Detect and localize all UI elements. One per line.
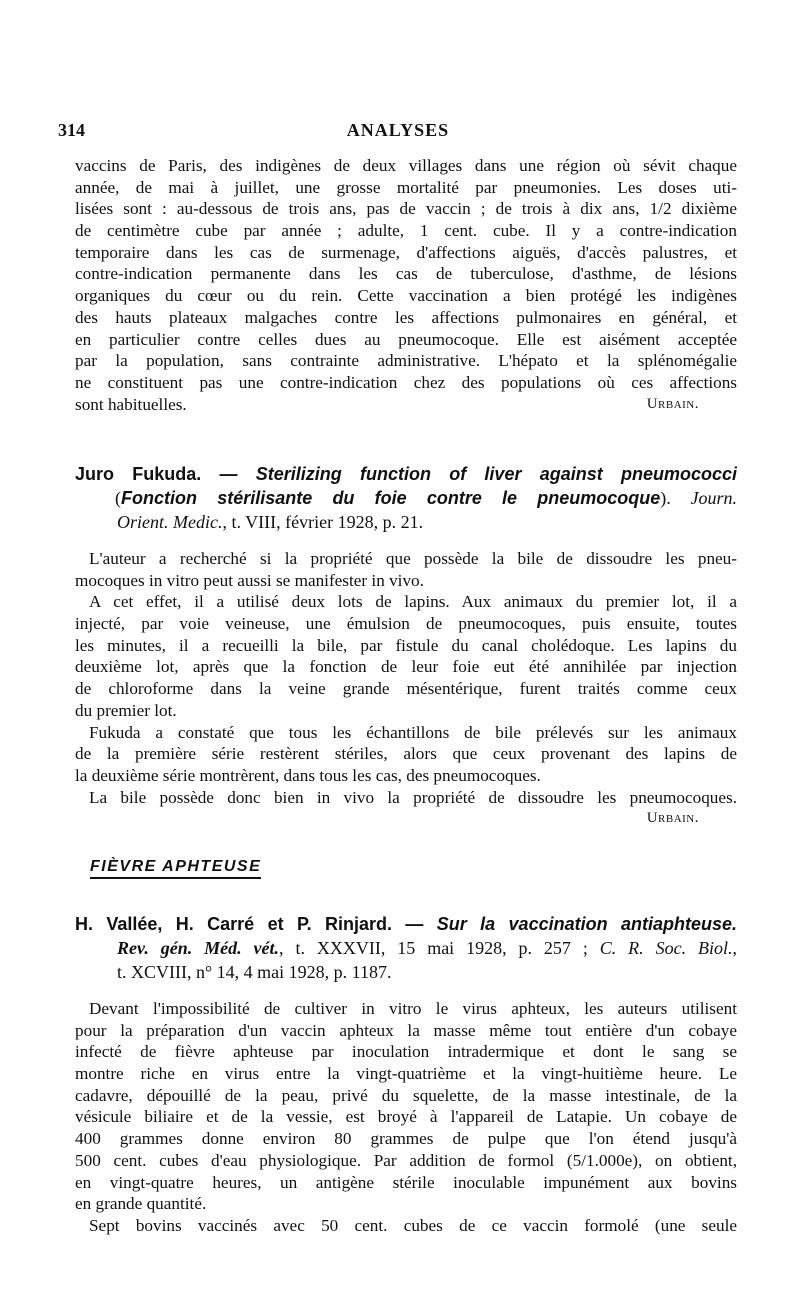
text-line: de la première série restèrent stériles, alors que ceux provenant des lapins de xyxy=(75,744,737,764)
journal-name: C. R. Soc. Biol. xyxy=(599,938,733,958)
journal-name: Orient. Medic. xyxy=(117,512,223,532)
article-body-fukuda xyxy=(75,548,737,827)
text-line: lisées sont : au-dessous de trois ans, pas de vaccin ; de trois à dix ans, 1/2 dixième xyxy=(75,199,737,219)
dash: — xyxy=(201,464,256,484)
text-line: injecté, par voie veineuse, une émulsion de pneumocoques, puis ensuite, toutes xyxy=(75,614,737,634)
paragraph-vaccination-madagascar xyxy=(75,155,737,415)
paren: ( xyxy=(115,488,121,508)
text-line: cadavre, dépouillé de la peau, privé du squelette, de la masse intestinale, de la xyxy=(75,1085,737,1105)
section-title: FIÈVRE APHTEUSE xyxy=(90,858,261,879)
title-english: Sterilizing function of liver against pneumococci xyxy=(255,464,737,484)
text-line: année, de mai à juillet, une grosse mortalité par pneumonies. Les doses uti- xyxy=(75,177,737,197)
text-line: la deuxième série montrèrent, dans tous les cas, des pneumocoques. xyxy=(75,765,541,785)
text-line: La bile possède donc bien in vivo la propriété de dissoudre les pneumocoques. xyxy=(89,787,737,807)
text-line: temporaire dans les cas de surmenage, d'affections aiguës, d'accès palustres, et xyxy=(75,242,737,262)
text-line: ne constituent pas une contre-indication chez des populations où ces affections xyxy=(75,372,737,392)
text-line: 400 grammes donne environ 80 grammes de pulpe que l'on étend jusqu'à xyxy=(75,1129,737,1149)
article-title-line xyxy=(75,486,737,510)
text-line: du premier lot. xyxy=(75,700,177,720)
article-header-vallee xyxy=(75,912,737,984)
text-line: des hauts plateaux malgaches contre les affections pulmonaires en général, et xyxy=(75,307,737,327)
text-line: 500 cent. cubes d'eau physiologique. Par addition de formol (5/1.000e), on obtient, xyxy=(75,1150,737,1170)
text-line: contre-indication permanente dans les cas de tuberculose, d'asthme, de lésions xyxy=(75,264,737,284)
text-line: infecté de fièvre aphteuse par inoculation intradermique et dont le sang se xyxy=(75,1042,737,1062)
text-line: vaccins de Paris, des indigènes de deux villages dans une région où sévit chaque xyxy=(75,156,737,175)
text-line: Sept bovins vaccinés avec 50 cent. cubes de ce vaccin formolé (une seule xyxy=(89,1215,737,1235)
journal-name: Journ. xyxy=(690,488,737,508)
dash: — xyxy=(392,914,437,934)
text-line: organiques du cœur ou du rein. Cette vaccination a bien protégé les indigènes xyxy=(75,286,737,306)
signature: Urbain. xyxy=(646,395,699,412)
text-line xyxy=(75,394,737,416)
text-line: Devant l'impossibilité de cultiver in vitro le virus aphteux, les auteurs utilisent xyxy=(89,999,737,1018)
signature: Urbain. xyxy=(646,810,699,827)
article-title-line xyxy=(75,462,737,486)
text-line: vésicule biliaire et de la vessie, est broyé à l'appareil de Latapie. Un cobaye de xyxy=(75,1107,737,1127)
article-header-fukuda xyxy=(75,462,737,534)
text-line-end: sont habituelles. xyxy=(75,394,187,414)
text-line: A cet effet, il a utilisé deux lots de lapins. Aux animaux du premier lot, il a xyxy=(89,592,737,612)
reference: t. XCVIII, n° 14, 4 mai 1928, p. 1187. xyxy=(117,962,392,982)
reference: , t. VIII, février 1928, p. 21. xyxy=(222,512,424,532)
punctuation: , xyxy=(732,938,737,958)
text-line: montre riche en virus entre la vingt-quatrième et la vingt-huitième heure. Le xyxy=(75,1064,737,1084)
title-french: Fonction stérilisante du foie contre le pneumocoque xyxy=(121,488,661,508)
article-title-line xyxy=(75,912,737,936)
text-line: pour la préparation d'un vaccin aphteux la masse même tout entière d'un cobaye xyxy=(75,1020,737,1040)
text-line: Fukuda a constaté que tous les échantillons de bile prélevés sur les animaux xyxy=(89,722,737,742)
page-number: 314 xyxy=(58,120,85,140)
text-line: deuxième lot, après que la fonction de leur foie eut été annihilée par injection xyxy=(75,657,737,677)
text-line: L'auteur a recherché si la propriété que possède la bile de dissoudre les pneu- xyxy=(89,549,737,568)
text-line: les minutes, il a recueilli la bile, par fistule du canal cholédoque. Les lapins du xyxy=(75,635,737,655)
article-body-vallee xyxy=(75,998,737,1237)
text-line: en vingt-quatre heures, un antigène stérile inoculable impunément aux bovins xyxy=(75,1172,737,1192)
article-reference-line xyxy=(75,960,737,984)
text-line: de chloroforme dans la veine grande mésentérique, furent traités comme ceux xyxy=(75,679,737,699)
authors: H. Vallée, H. Carré et P. Rinjard. xyxy=(75,914,393,934)
running-title: ANALYSES xyxy=(346,120,450,140)
paren: ). xyxy=(660,488,671,508)
text-line: par la population, sans contrainte administrative. L'hépato et la splénomégalie xyxy=(75,351,737,371)
text-line: mocoques in vitro peut aussi se manifester in vivo. xyxy=(75,570,424,590)
article-reference-line xyxy=(75,936,737,960)
author: Juro Fukuda. xyxy=(75,464,202,484)
reference: , t. XXXVII, 15 mai 1928, p. 257 ; xyxy=(279,938,600,958)
text-line: en grande quantité. xyxy=(75,1194,207,1214)
text-line: en particulier contre celles dues au pneumocoque. Elle est aisément acceptée xyxy=(75,329,737,349)
article-title: Sur la vaccination antiaphteuse. xyxy=(436,914,737,934)
article-reference-line xyxy=(75,510,737,534)
journal-name: Rev. gén. Méd. vét. xyxy=(117,938,280,958)
text-line: de centimètre cube par année ; adulte, 1 cent. cube. Il y a contre-indication xyxy=(75,221,737,241)
